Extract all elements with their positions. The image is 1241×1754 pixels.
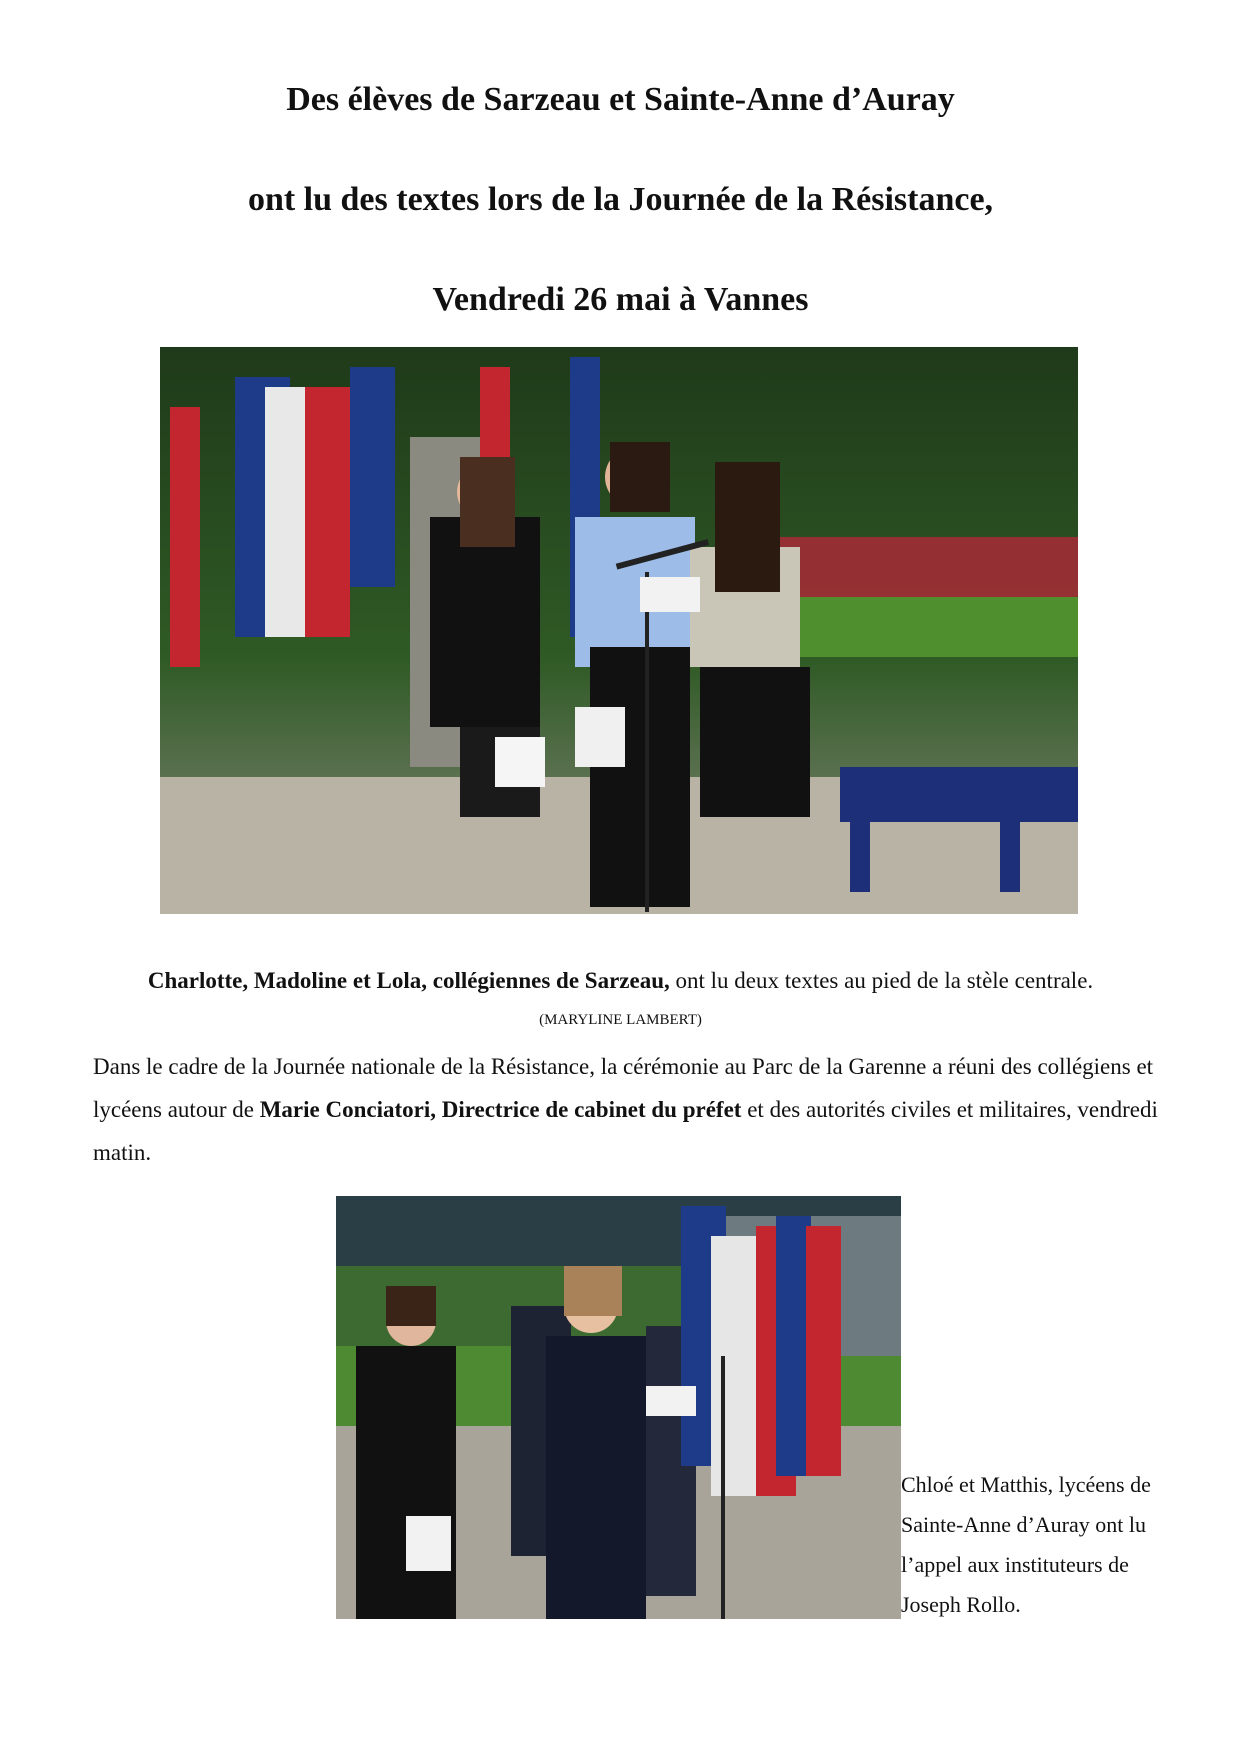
ceremony-photo-lyceens: [336, 1196, 901, 1619]
title-line-2: ont lu des textes lors de la Journée de la Résistance,: [247, 181, 994, 218]
photo1-caption-text: ont lu deux textes au pied de la stèle centrale.: [669, 968, 1094, 993]
article-paragraph: [93, 1045, 1173, 1174]
photo2-caption: Chloé et Matthis, lycéens de Sainte-Anne d’Auray ont lu l’appel aux instituteurs de Joseph Rollo.: [901, 1472, 1151, 1617]
photo1-caption-names: Charlotte, Madoline et Lola, collégiennes de Sarzeau,: [147, 968, 670, 993]
ceremony-photo-collegiennes: [160, 347, 1078, 914]
article-text-end: et des autorités civiles et militaires, vendredi matin.: [93, 1097, 1158, 1165]
photo1-caption: [0, 965, 1241, 997]
title-line-1: Des élèves de Sarzeau et Sainte-Anne d’Auray: [286, 81, 955, 118]
title-line-3: Vendredi 26 mai à Vannes: [432, 281, 809, 318]
article-text-bold: Marie Conciatori, Directrice de cabinet du préfet: [259, 1097, 742, 1122]
article-text-start: Dans le cadre de la Journée nationale de la Résistance, la cérémonie au Parc de la Garenne a réuni des collégiens et lycéens autour de: [93, 1054, 1154, 1122]
photo-credit: (MARYLINE LAMBERT): [539, 1012, 702, 1028]
